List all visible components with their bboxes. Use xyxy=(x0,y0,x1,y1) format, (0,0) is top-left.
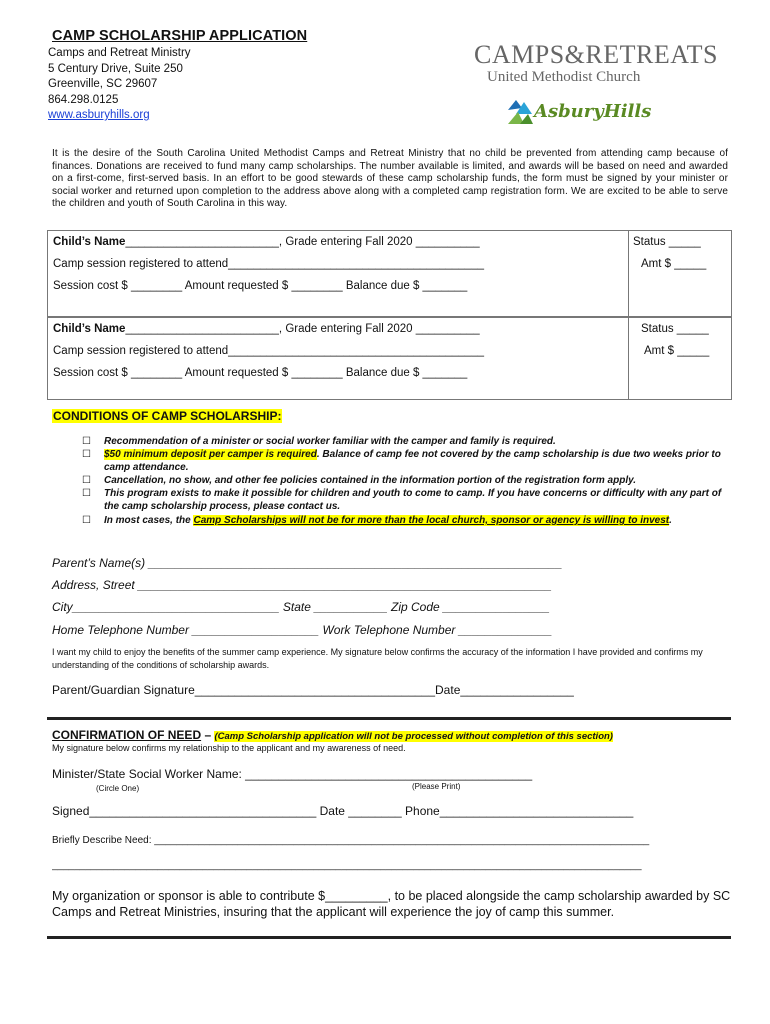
camp-session-field[interactable]: Camp session registered to attend________________________________________ xyxy=(53,345,484,357)
child-info-box-2 xyxy=(47,316,732,400)
city-state-zip-field[interactable]: City_______________________________ State ___________ Zip Code ________________ xyxy=(52,600,550,614)
address-field[interactable]: Address, Street ______________________________________________________________ xyxy=(52,578,552,592)
website-link[interactable]: www.asburyhills.org xyxy=(48,109,150,121)
please-print-note: (Please Print) xyxy=(412,782,461,791)
amount-field[interactable]: Amt $ _____ xyxy=(644,345,710,357)
signed-field[interactable]: Signed__________________________________ Date ________ Phone_____________________________ xyxy=(52,804,634,818)
amount-field[interactable]: Amt $ _____ xyxy=(641,258,707,270)
consent-text: I want my child to enjoy the benefits of the summer camp experience. My signature below confirms the accuracy of the information I have provided and confirms my understanding of the conditions of scholarship awards. xyxy=(52,647,703,670)
org-line: Greenville, SC 29607 xyxy=(48,78,158,90)
org-phone: 864.298.0125 xyxy=(48,93,119,106)
camp-session-field[interactable]: Camp session registered to attend________________________________________ xyxy=(53,258,484,270)
condition-item: ☐ In most cases, the Camp Scholarships will not be for more than the local church, sponsor or agency is willing to invest. xyxy=(82,515,672,526)
org-address xyxy=(48,46,191,124)
checkbox-icon: ☐ xyxy=(82,515,91,526)
minister-name-field[interactable]: Minister/State Social Worker Name: ___________________________________________ xyxy=(52,767,533,781)
condition-item: ☐ Recommendation of a minister or social worker familiar with the camper and family is required. xyxy=(82,436,556,447)
umc-logo-text: United Methodist Church xyxy=(487,69,641,85)
intro-paragraph: It is the desire of the South Carolina United Methodist Camps and Retreat Ministry that no child be prevented from attending camp because of finances. Donations are received to fund many camp scholarships. The number available is limited, and awards will be based on need and awarded on a first-come, first-served basis. In an effort to be good stewards of these camp scholarship funds, the form must be signed by your minister or social worker and returned upon completion to the address above along with a completed camp registration form. We are excited to be able to serve the children and youth of South Carolina in this way. xyxy=(52,148,728,210)
asbury-hills-icon xyxy=(506,96,534,126)
org-line: Camps and Retreat Ministry xyxy=(48,47,191,59)
session-cost-field[interactable]: Session cost $ ________ Amount requested $ ________ Balance due $ _______ xyxy=(53,280,468,292)
status-field[interactable]: Status _____ xyxy=(641,323,709,335)
telephone-field[interactable]: Home Telephone Number ___________________ Work Telephone Number ______________ xyxy=(52,623,553,637)
checkbox-icon: ☐ xyxy=(82,449,91,460)
checkbox-icon: ☐ xyxy=(82,475,91,486)
describe-need-line[interactable]: __________________________________________________________________________________________________________ xyxy=(52,860,642,871)
bottom-divider xyxy=(47,936,731,939)
form-title: CAMP SCHOLARSHIP APPLICATION xyxy=(52,28,308,44)
parent-signature-field[interactable]: Parent/Guardian Signature____________________________________Date_________________ xyxy=(52,683,574,697)
child-name-field[interactable]: Child’s Name________________________, Grade entering Fall 2020 __________ xyxy=(53,323,480,335)
child-name-field[interactable]: Child’s Name________________________, Grade entering Fall 2020 __________ xyxy=(53,236,480,248)
section-divider xyxy=(47,717,731,720)
circle-one-note: (Circle One) xyxy=(96,784,140,793)
confirmation-title: CONFIRMATION OF NEED – (Camp Scholarship application will not be processed without completion of this section) xyxy=(52,728,613,742)
contribution-statement: My organization or sponsor is able to contribute $_________, to be placed alongside the camp scholarship awarded by SC Camps and Retreat Ministries, insuring that the applicant will experience the joy of camp this summer. xyxy=(52,889,731,919)
confirmation-subtitle: My signature below confirms my relationship to the applicant and my awareness of need. xyxy=(52,743,406,753)
parent-names-field[interactable]: Parent’s Name(s) ______________________________________________________________ xyxy=(52,556,563,570)
condition-item: ☐ Cancellation, no show, and other fee policies contained in the information portion of the registration form apply. xyxy=(82,475,637,486)
checkbox-icon: ☐ xyxy=(82,488,91,499)
asbury-hills-logo: AsburyHills xyxy=(534,101,652,122)
conditions-title: CONDITIONS OF CAMP SCHOLARSHIP: xyxy=(53,409,282,423)
condition-item: ☐ $50 minimum deposit per camper is required. Balance of camp fee not covered by the camp scholarship is due two weeks prior to camp attendance. xyxy=(82,449,721,473)
child-info-box-1 xyxy=(47,230,732,318)
status-field[interactable]: Status _____ xyxy=(633,236,701,248)
org-line: 5 Century Drive, Suite 250 xyxy=(48,62,183,75)
checkbox-icon: ☐ xyxy=(82,436,91,447)
camps-retreats-logo: CAMPS&RETREATS xyxy=(474,40,718,69)
condition-item: ☐ This program exists to make it possible for children and youth to come to camp. If you have concerns or difficulty with any part of the camp scholarship process, please contact us. xyxy=(82,488,722,512)
describe-need-field[interactable]: Briefly Describe Need: _________________________________________________________________________________________ xyxy=(52,835,650,846)
session-cost-field[interactable]: Session cost $ ________ Amount requested $ ________ Balance due $ _______ xyxy=(53,367,468,379)
